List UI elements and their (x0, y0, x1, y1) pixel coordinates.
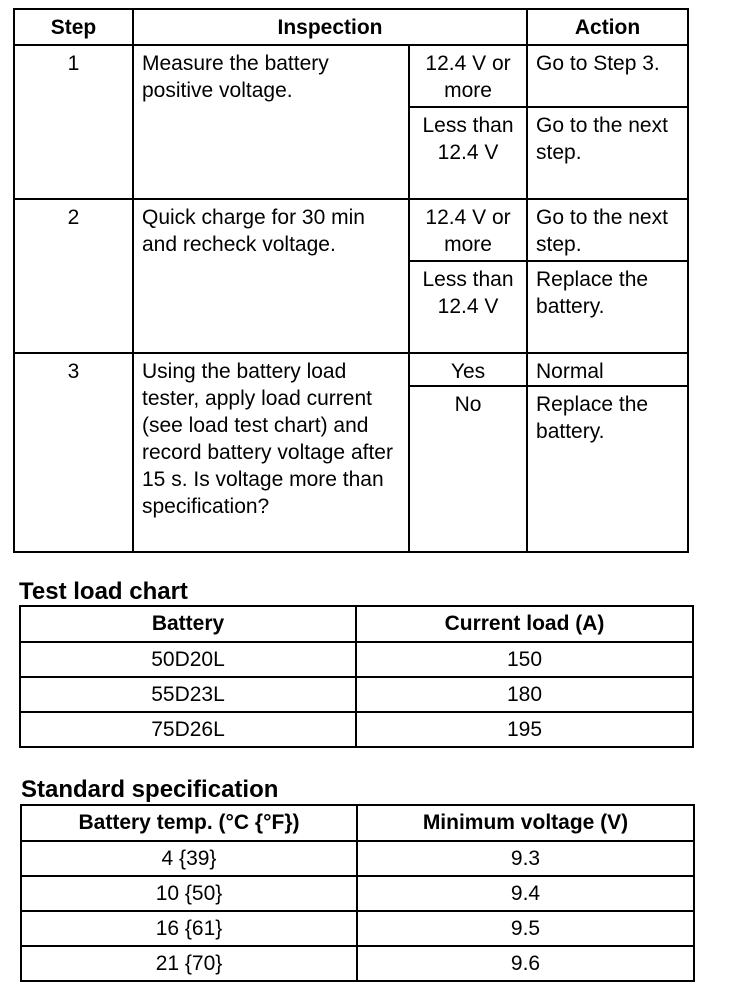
inspection-text: Measure the battery positive voltage. (133, 45, 409, 199)
current-load-value: 180 (356, 677, 693, 712)
result-action: Replace the battery. (527, 386, 688, 552)
diagnostic-header-row (14, 9, 688, 45)
table-row (20, 642, 693, 677)
result-condition: Less than 12.4 V (409, 107, 527, 199)
header-inspection: Inspection (133, 9, 527, 45)
standard-specification-table (20, 804, 695, 982)
result-action: Go to Step 3. (527, 45, 688, 107)
table-row (20, 677, 693, 712)
result-condition: No (409, 386, 527, 552)
current-load-value: 195 (356, 712, 693, 747)
spec-header-row (21, 805, 694, 841)
battery-temp-value: 21 {70} (21, 946, 357, 981)
header-battery-temp: Battery temp. (°C {°F}) (21, 805, 357, 841)
battery-model: 55D23L (20, 677, 356, 712)
table-row (14, 199, 688, 261)
header-action: Action (527, 9, 688, 45)
header-minimum-voltage: Minimum voltage (V) (357, 805, 694, 841)
header-step: Step (14, 9, 133, 45)
minimum-voltage-value: 9.3 (357, 841, 694, 876)
standard-specification-title: Standard specification (21, 776, 279, 803)
step-number: 3 (14, 353, 133, 552)
result-condition: 12.4 V or more (409, 45, 527, 107)
minimum-voltage-value: 9.4 (357, 876, 694, 911)
test-load-chart-title: Test load chart (19, 578, 188, 605)
minimum-voltage-value: 9.5 (357, 911, 694, 946)
table-row (14, 45, 688, 107)
step-number: 1 (14, 45, 133, 199)
result-condition: 12.4 V or more (409, 199, 527, 261)
table-row (21, 876, 694, 911)
table-row (21, 841, 694, 876)
inspection-text: Using the battery load tester, apply load current (see load test chart) and record battery voltage after 15 s. Is voltage more than specification? (133, 353, 409, 552)
test-load-table (19, 605, 694, 748)
inspection-text: Quick charge for 30 min and recheck voltage. (133, 199, 409, 353)
table-row (14, 353, 688, 386)
result-action: Go to the next step. (527, 199, 688, 261)
current-load-value: 150 (356, 642, 693, 677)
minimum-voltage-value: 9.6 (357, 946, 694, 981)
result-condition: Yes (409, 353, 527, 386)
battery-temp-value: 4 {39} (21, 841, 357, 876)
result-action: Replace the battery. (527, 261, 688, 353)
test-load-header-row (20, 606, 693, 642)
header-battery: Battery (20, 606, 356, 642)
table-row (21, 946, 694, 981)
battery-model: 50D20L (20, 642, 356, 677)
result-action: Normal (527, 353, 688, 386)
table-row (21, 911, 694, 946)
result-condition: Less than 12.4 V (409, 261, 527, 353)
table-row (20, 712, 693, 747)
diagnostic-table (13, 8, 689, 553)
battery-temp-value: 16 {61} (21, 911, 357, 946)
battery-temp-value: 10 {50} (21, 876, 357, 911)
result-action: Go to the next step. (527, 107, 688, 199)
header-current-load: Current load (A) (356, 606, 693, 642)
battery-model: 75D26L (20, 712, 356, 747)
step-number: 2 (14, 199, 133, 353)
